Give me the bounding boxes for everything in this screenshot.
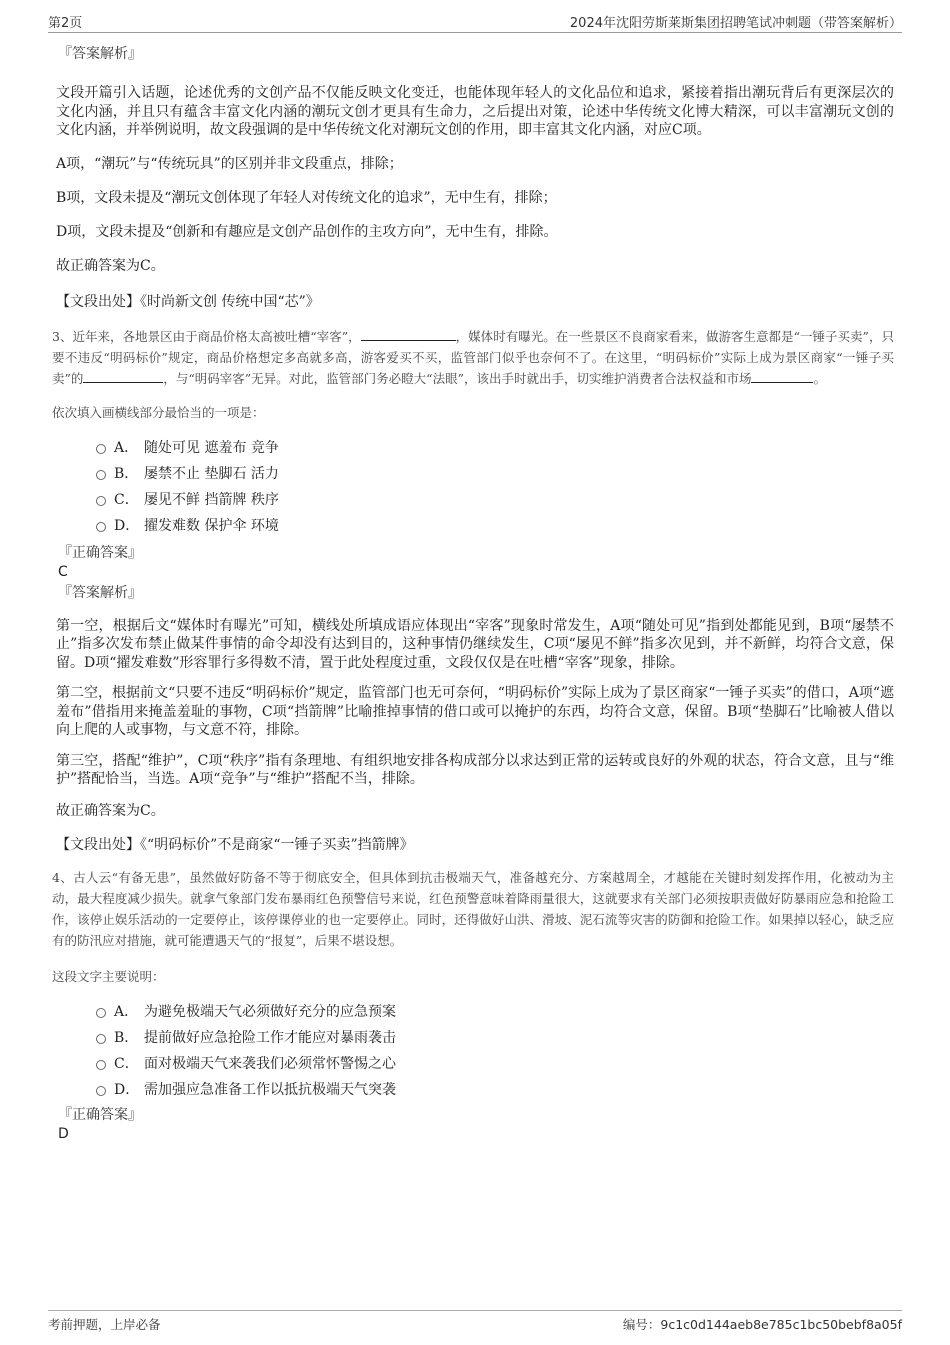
analysis-paragraph-2: 第二空，根据前文“只要不违反“明码标价”规定，监管部门也无可奈何，“明码标价”实际上成为了景区商家“一锤子买卖”的借口，A项“遮羞布”借指用来掩盖羞耻的事物，C项“挡箭牌”比喻推掉事情的借口或可以掩护的东西，均符合文意，保留。B项“垫脚石”比喻被人借以向上爬的人或事物，与文意不符，排除。 [56, 685, 894, 738]
question-3-text-4: 。 [813, 370, 826, 386]
option-text: 屡见不鲜 挡箭牌 秩序 [144, 491, 279, 508]
page-content [52, 40, 894, 1143]
analysis-paragraph-3: 第三空，搭配“维护”，C项“秩序”指有条理地、有组织地安排各构成部分以求达到正常的运转或良好的外观的状态，符合文意，且与“维护”搭配恰当，当选。A项“竞争”与“维护”搭配不当，排除。 [56, 752, 894, 787]
code-label: 编号： [622, 1317, 661, 1332]
question-3-prompt: 依次填入画横线部分最恰当的一项是： [52, 404, 265, 420]
question-3-option-b[interactable] [96, 461, 894, 487]
question-3-stem [52, 326, 894, 389]
question-4-prompt: 这段文字主要说明： [52, 968, 165, 984]
option-d-analysis: D项，文段未提及“创新和有趣应是文创产品创作的主攻方向”，无中生有，排除。 [56, 223, 558, 240]
option-letter: A． [114, 1003, 139, 1020]
radio-button-icon[interactable] [96, 470, 106, 480]
footer-slogan: 考前押题，上岸必备 [48, 1317, 161, 1332]
question-3-option-d[interactable] [96, 513, 894, 539]
analysis-paragraph: 文段开篇引入话题，论述优秀的文创产品不仅能反映文化变迁，也能体现年轻人的文化品位和追求，紧接着指出潮玩背后有更深层次的文化内涵，并且只有蕴含丰富文化内涵的潮玩文创才更具有生命力，之后提出对策，论述中华传统文化博大精深，可以丰富潮玩文创的文化内涵，并举例说明，故文段强调的是中华传统文化对潮玩文创的作用，即丰富其文化内涵，对应C项。 [56, 85, 894, 138]
option-b-analysis: B项，文段未提及“潮玩文创体现了年轻人对传统文化的追求”，无中生有，排除； [56, 189, 557, 206]
question-3-option-c[interactable] [96, 487, 894, 513]
correct-answer: D [58, 1125, 69, 1142]
radio-button-icon[interactable] [96, 496, 106, 506]
option-text: 随处可见 遮羞布 竞争 [144, 439, 279, 456]
question-3-text-2: ，媒体时有曝光。在一些景区不良商家看来，做游客生意都是“一锤子买卖”，只要不违反“明码标价”规定，商品价格想定多高就多高，游客爱买不买，监管部门似乎也奈何不了。在这里，“明码标价”实际上成为景区商家“一锤子买卖”的 [52, 328, 894, 386]
question-4-options [96, 999, 894, 1103]
option-letter: B． [114, 1029, 139, 1046]
document-code [623, 1315, 902, 1333]
page-header [48, 10, 902, 33]
blank-1 [361, 327, 456, 341]
option-text: 擢发难数 保护伞 环境 [144, 517, 279, 534]
radio-button-icon[interactable] [96, 444, 106, 454]
correct-answer-label: 『正确答案』 [58, 1106, 142, 1123]
option-text: 为避免极端天气必须做好充分的应急预案 [144, 1003, 396, 1020]
radio-button-icon[interactable] [96, 1086, 106, 1096]
question-3-text-1: 3、近年来，各地景区由于商品价格太高被吐槽“宰客”， [52, 328, 361, 344]
page-footer [48, 1310, 902, 1335]
conclusion: 故正确答案为C。 [56, 257, 165, 274]
option-letter: C． [114, 1055, 139, 1072]
analysis-paragraph-1: 第一空，根据后文“媒体时有曝光”可知，横线处所填成语应体现出“宰客”现象时常发生，A项“随处可见”指到处都能见到，B项“屡禁不止”指多次发布禁止做某件事情的命令却没有达到目的，这种事情仍继续发生，C项“屡见不鲜”指多次见到，并不新鲜，均符合文意，保留。D项“擢发难数”形容罪行多得数不清，置于此处程度过重，文段仅仅是在吐槽“宰客”现象，排除。 [56, 617, 894, 671]
question-3-options [96, 435, 894, 539]
blank-2 [83, 369, 163, 383]
radio-button-icon[interactable] [96, 1008, 106, 1018]
text-source: 【文段出处】《“明码标价”不是商家“一锤子买卖”挡箭牌》 [56, 836, 414, 853]
option-text: 面对极端天气来袭我们必须常怀警惕之心 [144, 1055, 396, 1072]
option-text: 屡禁不止 垫脚石 活力 [144, 465, 279, 482]
option-letter: A． [114, 439, 139, 456]
question-4-option-c[interactable] [96, 1051, 894, 1077]
radio-button-icon[interactable] [96, 1060, 106, 1070]
radio-button-icon[interactable] [96, 1034, 106, 1044]
radio-button-icon[interactable] [96, 522, 106, 532]
conclusion: 故正确答案为C。 [56, 802, 165, 819]
analysis-label: 『答案解析』 [58, 46, 142, 62]
option-letter: D． [114, 517, 140, 534]
question-4-option-b[interactable] [96, 1025, 894, 1051]
question-3-option-a[interactable] [96, 435, 894, 461]
document-title: 2024年沈阳劳斯莱斯集团招聘笔试冲刺题（带答案解析） [569, 16, 902, 31]
option-a-analysis: A项，“潮玩”与“传统玩具”的区别并非文段重点，排除； [56, 155, 403, 172]
page-number: 第2页 [48, 16, 83, 31]
blank-3 [751, 369, 813, 383]
correct-answer-label: 『正确答案』 [58, 544, 142, 561]
option-letter: B． [114, 465, 139, 482]
option-letter: C． [114, 491, 139, 508]
analysis-label: 『答案解析』 [58, 584, 142, 601]
option-text: 提前做好应急抢险工作才能应对暴雨袭击 [144, 1029, 396, 1046]
option-text: 需加强应急准备工作以抵抗极端天气突袭 [144, 1081, 396, 1098]
text-source: 【文段出处】《时尚新文创 传统中国“芯”》 [56, 293, 320, 310]
question-4-option-d[interactable] [96, 1077, 894, 1103]
code-value: 9c1c0d144aeb8e785c1bc50bebf8a05f [660, 1317, 902, 1332]
question-3-text-3: ，与“明码宰客”无异。对此，监管部门务必瞪大“法眼”，该出手时就出手，切实维护消费者合法权益和市场 [163, 370, 752, 386]
question-4-option-a[interactable] [96, 999, 894, 1025]
option-letter: D． [114, 1081, 140, 1098]
correct-answer: C [58, 563, 68, 580]
question-4-stem: 4、古人云“有备无患”，虽然做好防备不等于彻底安全，但具体到抗击极端天气，准备越充分、方案越周全，才越能在关键时刻发挥作用，化被动为主动，最大程度减少损失。就拿气象部门发布暴雨红色预警信号来说，红色预警意味着降雨量很大，这就要求有关部门必须按职责做好防暴雨应急和抢险工作，该停止娱乐活动的一定要停止，该停课停业的也一定要停止。同时，还得做好山洪、滑坡、泥石流等灾害的防御和抢险工作。如果掉以轻心，缺乏应有的防汛应对措施，就可能遭遇天气的“报复”，后果不堪设想。 [52, 869, 894, 948]
